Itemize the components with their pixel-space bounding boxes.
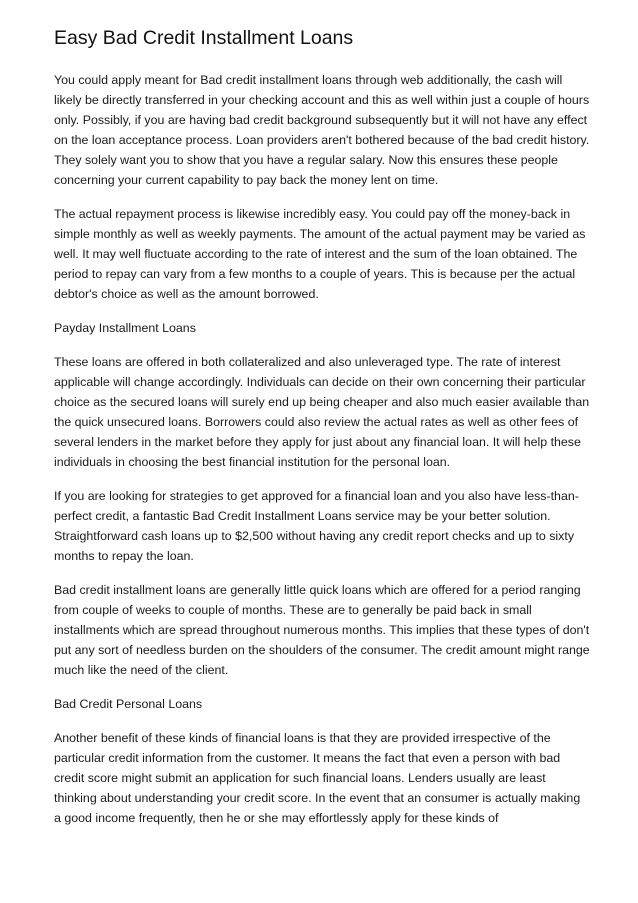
- section-heading-bad-credit-personal-loans: Bad Credit Personal Loans: [54, 697, 203, 711]
- paragraph-quick-loans: Bad credit installment loans are generally little quick loans which are offered for a period ranging from couple of weeks to couple of months. These are to generally be paid back in small installments which are spread throughout numerous months. This implies that these types of don't put any sort of needless burden on the shoulders of the consumer. The credit amount might range much like the need of the client.: [54, 583, 590, 677]
- document-page: [54, 26, 590, 842]
- page-title: Easy Bad Credit Installment Loans: [54, 27, 354, 49]
- paragraph-apply-online: You could apply meant for Bad credit installment loans through web additionally, the cash will likely be directly transferred in your checking account and this as well within just a couple of hours only. Possibly, if you are having bad credit background subsequently but it will not have any effect on the loan acceptance process. Loan providers aren't bothered because of the bad credit history. They solely want you to show that you have a regular salary. Now this ensures these people concerning your current capability to pay back the money lent on time.: [54, 73, 590, 187]
- paragraph-repayment-process: The actual repayment process is likewise incredibly easy. You could pay off the money-back in simple monthly as well as weekly payments. The amount of the actual payment may be varied as well. It may well fluctuate according to the rate of interest and the sum of the loan obtained. The period to repay can vary from a few months to a couple of years. This is because per the actual debtor's choice as well as the amount borrowed.: [54, 207, 586, 301]
- paragraph-less-than-perfect-credit: If you are looking for strategies to get approved for a financial loan and you also have less-than-perfect credit, a fantastic Bad Credit Installment Loans service may be your better solution. Straightforward cash loans up to $2,500 without having any credit report checks and up to sixty months to repay the loan.: [54, 489, 579, 563]
- paragraph-another-benefit: Another benefit of these kinds of financial loans is that they are provided irrespective of the particular credit information from the customer. It means the fact that even a person with bad credit score might submit an application for such financial loans. Lenders usually are least thinking about understanding your credit score. In the event that an consumer is actually making a good income frequently, then he or she may effortlessly apply for these kinds of: [54, 731, 581, 825]
- section-heading-payday-installment-loans: Payday Installment Loans: [54, 321, 196, 335]
- paragraph-secured-unsecured: These loans are offered in both collateralized and also unleveraged type. The rate of interest applicable will change accordingly. Individuals can decide on their own concerning their particular choice as the secured loans will surely end up being cheaper and also much easier available than the quick unsecured loans. Borrowers could also review the actual rates as well as other fees of several lenders in the market before they apply for just about any financial loan. It will help these individuals in choosing the best financial institution for the personal loan.: [54, 355, 590, 469]
